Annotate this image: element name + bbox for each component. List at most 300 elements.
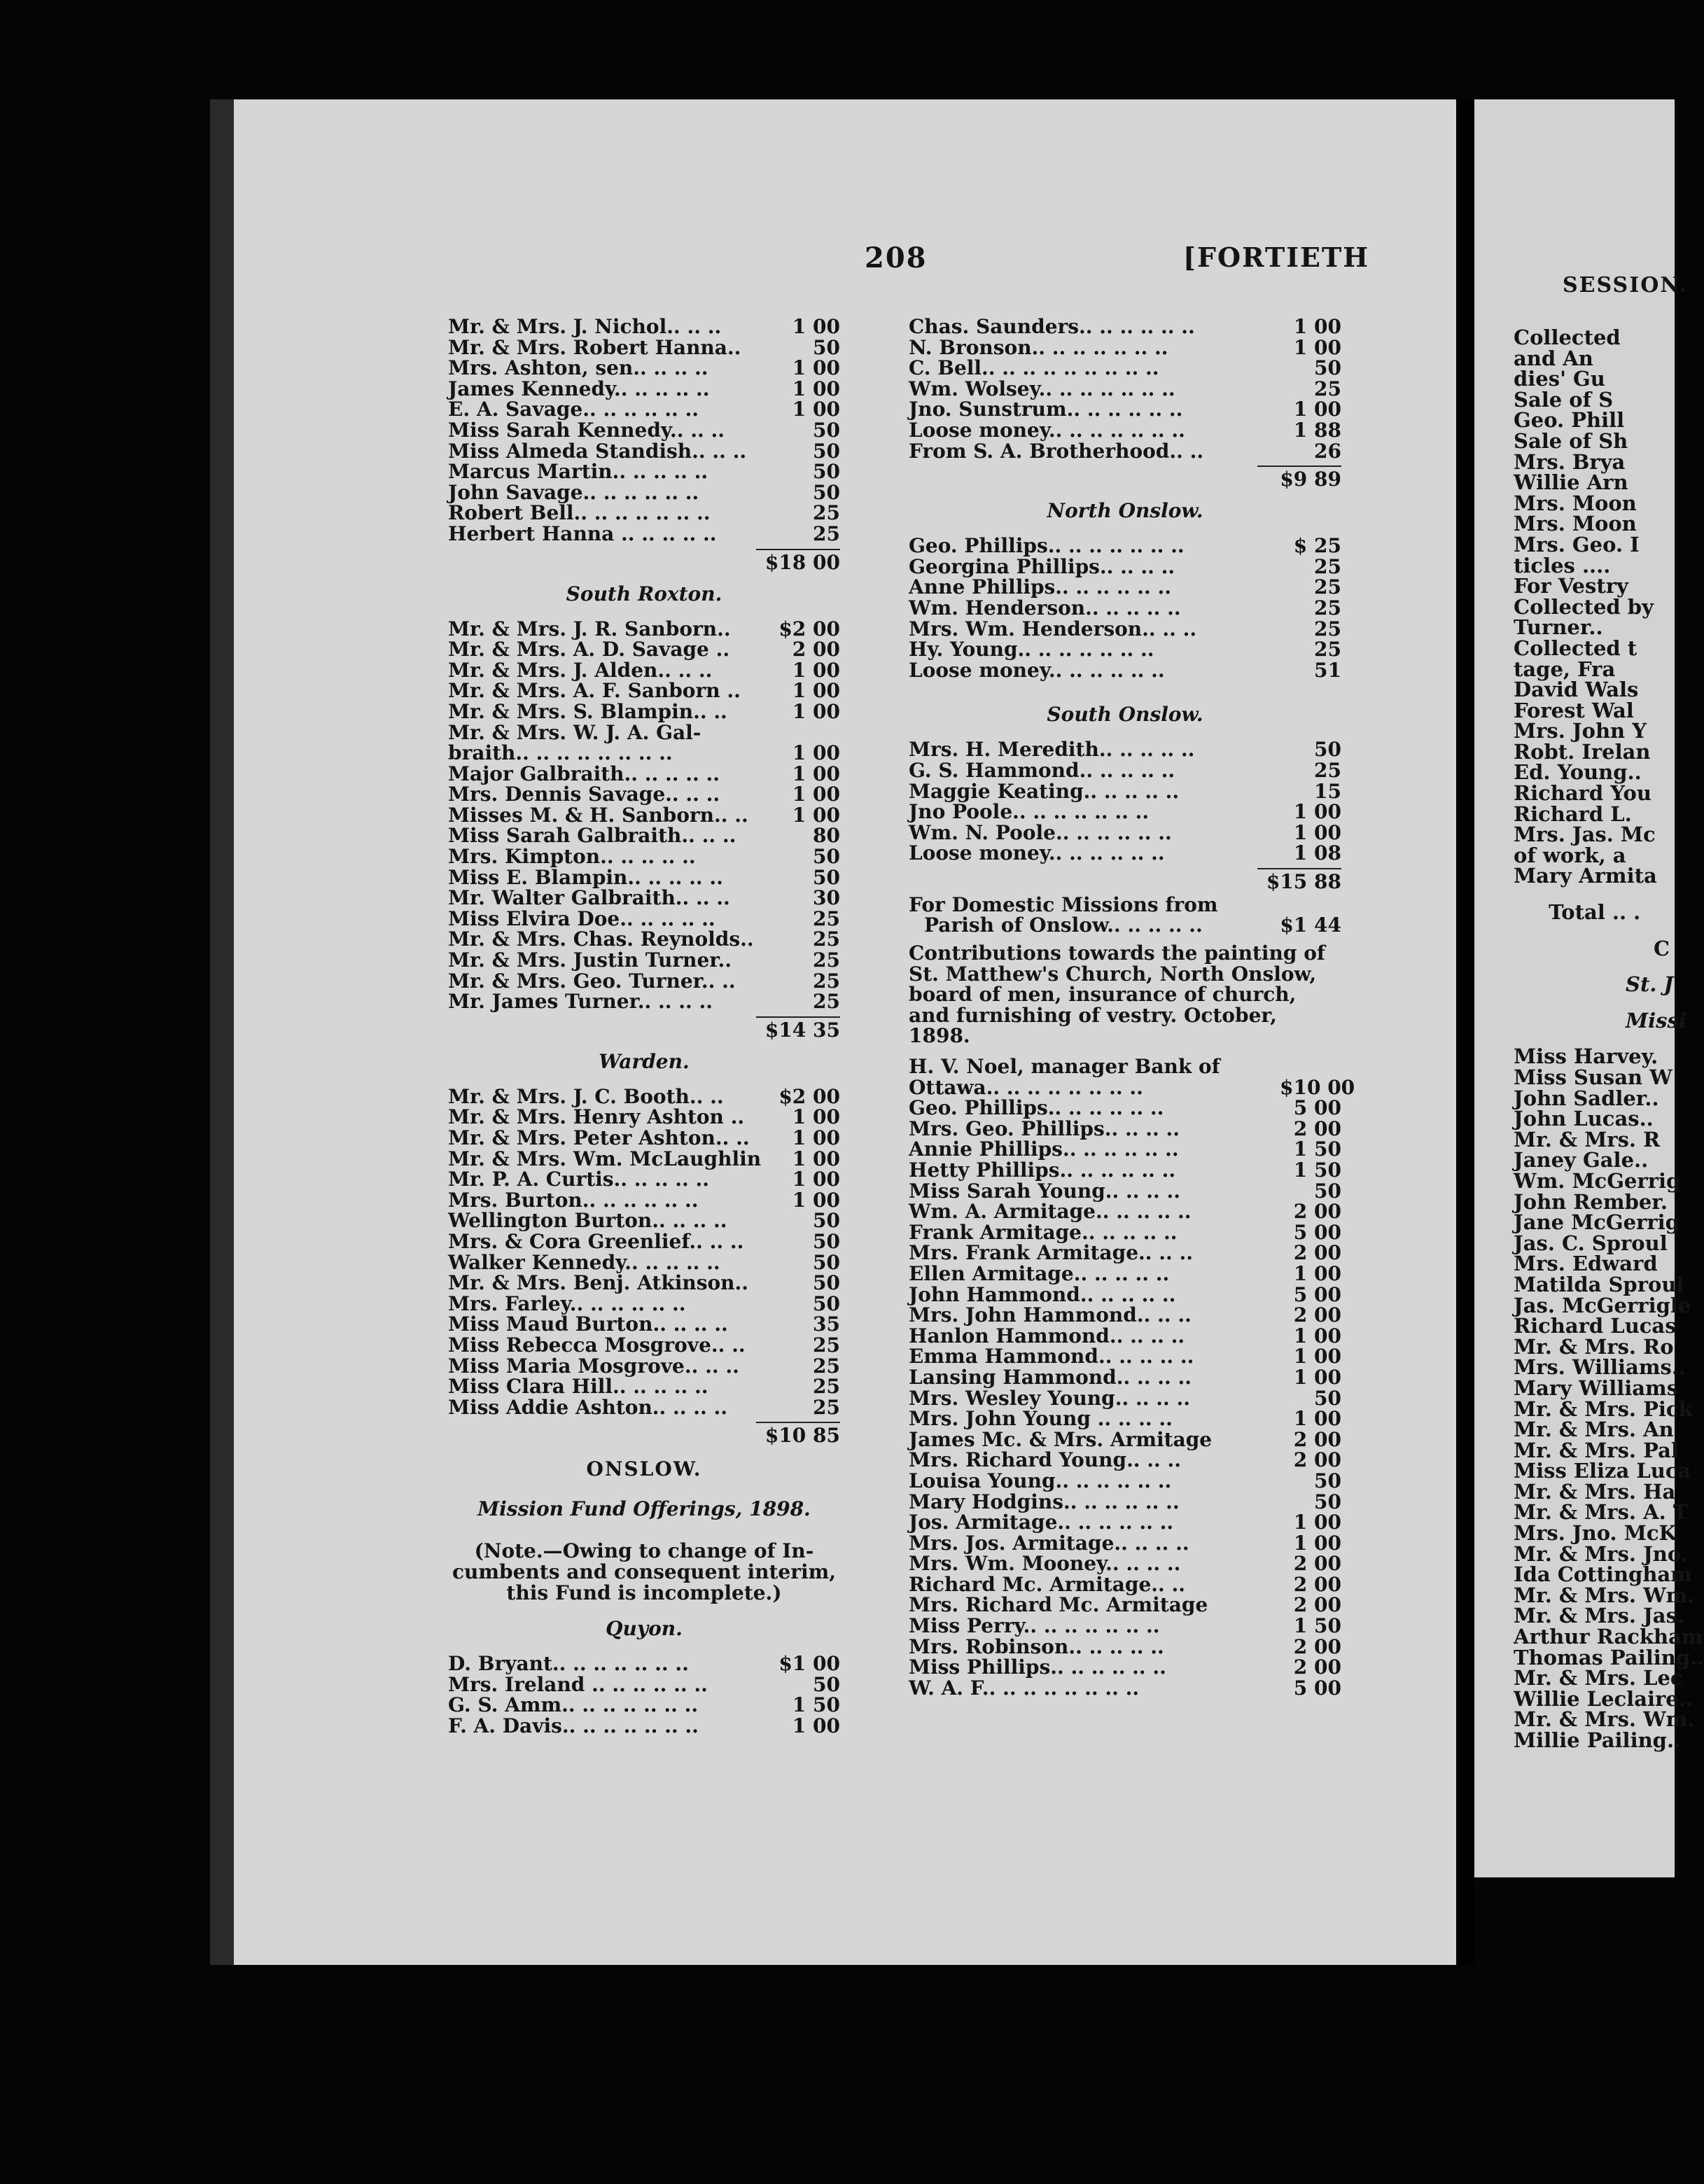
entry-name: Total .. . bbox=[1549, 900, 1641, 925]
entry-name: Miss Harvey. bbox=[1514, 1044, 1658, 1069]
list-item bbox=[909, 739, 1341, 760]
entry-amount: 5 00 bbox=[1293, 1282, 1341, 1306]
entry-amount: 25 bbox=[1314, 554, 1341, 578]
entry-name: C. Bell.. .. .. .. .. .. .. .. .. bbox=[909, 356, 1159, 380]
entry-amount: 25 bbox=[813, 990, 840, 1014]
entry-name: For Domestic Missions from bbox=[909, 892, 1218, 916]
entry-name: Forest Wal bbox=[1514, 698, 1634, 722]
list-item bbox=[909, 843, 1341, 864]
entry-name: Mr. & Mrs. S. Blampin.. .. bbox=[448, 699, 727, 723]
entry-name: tage, Fra bbox=[1514, 657, 1616, 681]
entry-amount: 2 00 bbox=[1293, 1552, 1341, 1576]
section-heading: Warden. bbox=[599, 1049, 690, 1073]
entry-name: Wm. Wolsey.. .. .. .. .. .. .. bbox=[909, 377, 1175, 400]
entry-amount: $ 25 bbox=[1293, 534, 1341, 558]
entry-name: Wm. A. Armitage.. .. .. .. .. bbox=[909, 1200, 1192, 1224]
entry-amount: $1 44 bbox=[1280, 913, 1341, 937]
entry-name: Loose money.. .. .. .. .. .. bbox=[909, 658, 1165, 682]
list-item bbox=[1514, 410, 1675, 431]
list-item bbox=[909, 1678, 1341, 1699]
entry-amount: 1 00 bbox=[1293, 1345, 1341, 1368]
section-heading: North Onslow. bbox=[1047, 499, 1203, 523]
list-item bbox=[1514, 1420, 1675, 1441]
entry-amount: 1 00 bbox=[1293, 1407, 1341, 1431]
entry-amount: 1 50 bbox=[1293, 1138, 1341, 1161]
entry-name: Miss Maud Burton.. .. .. .. bbox=[448, 1312, 728, 1336]
entry-amount: 1 00 bbox=[1293, 1511, 1341, 1534]
list-item bbox=[1514, 1150, 1675, 1171]
list-item bbox=[1514, 449, 1675, 474]
entry-name: Louisa Young.. .. .. .. .. .. bbox=[909, 1469, 1172, 1492]
entry-name: Mrs. Robinson.. .. .. .. .. bbox=[909, 1634, 1164, 1658]
entry-amount: 2 00 bbox=[1293, 1572, 1341, 1596]
entry-name: Jos. Armitage.. .. .. .. .. .. bbox=[909, 1511, 1174, 1534]
entry-name: Mr. & Mrs. J. R. Sanborn.. bbox=[448, 617, 731, 640]
entry-name: Mr. James Turner.. .. .. .. bbox=[448, 990, 713, 1014]
entry-name: Mr. & Mrs. Henry Ashton .. bbox=[448, 1105, 745, 1129]
entry-amount: 1 00 bbox=[792, 1168, 840, 1191]
entry-amount: $2 00 bbox=[778, 1084, 840, 1108]
entry-amount: 1 00 bbox=[792, 1714, 840, 1737]
list-item bbox=[909, 1408, 1341, 1429]
note-line: cumbents and consequent interim, bbox=[452, 1560, 836, 1583]
entry-name: Mrs. Moon bbox=[1514, 512, 1637, 536]
entry-amount: 50 bbox=[813, 480, 840, 504]
entry-amount: 25 bbox=[813, 1354, 840, 1378]
list-item bbox=[1514, 576, 1675, 597]
entry-amount: 26 bbox=[1314, 439, 1341, 463]
list-item bbox=[448, 743, 840, 764]
section-total: $18 00 bbox=[764, 550, 840, 574]
list-item bbox=[909, 1634, 1341, 1658]
entry-amount: 1 00 bbox=[1293, 1324, 1341, 1348]
entry-name: Mrs. Kimpton.. .. .. .. .. bbox=[448, 845, 696, 869]
entry-name: Mrs. Frank Armitage.. .. .. bbox=[909, 1241, 1193, 1265]
list-item bbox=[448, 1716, 840, 1737]
entry-amount: 50 bbox=[813, 1292, 840, 1315]
entry-name: Mrs. Williams.. bbox=[1514, 1355, 1686, 1380]
entry-name: Miss Elvira Doe.. .. .. .. .. bbox=[448, 906, 715, 930]
list-item bbox=[909, 1222, 1341, 1243]
entry-amount: 1 00 bbox=[1293, 1365, 1341, 1389]
entry-name: Mrs. Edward bbox=[1514, 1252, 1658, 1276]
list-item bbox=[448, 784, 840, 805]
list-item bbox=[448, 1169, 840, 1190]
list-item bbox=[1514, 1396, 1693, 1421]
entry-amount: 50 bbox=[1314, 738, 1341, 762]
list-item bbox=[909, 577, 1341, 598]
entry-amount: 50 bbox=[1314, 1386, 1341, 1410]
entry-amount: 50 bbox=[813, 1271, 840, 1295]
contributions-paragraph: Contributions towards the painting of St. Matthew's Church, North Onslow, board of men, insurance of church, and furnishing of vestry. October, 1898. bbox=[909, 941, 1325, 1048]
entry-name: Hetty Phillips.. .. .. .. .. .. bbox=[909, 1158, 1176, 1182]
list-item bbox=[909, 598, 1341, 619]
list-item bbox=[448, 1107, 840, 1128]
entry-name: Miss Almeda Standish.. .. .. bbox=[448, 439, 747, 463]
entry-name: Mr. & Mrs. Justin Turner.. bbox=[448, 948, 732, 972]
entry-amount: 1 00 bbox=[792, 1126, 840, 1149]
entry-amount: 2 00 bbox=[1293, 1116, 1341, 1140]
entry-name: Mr. & Mrs. Chas. Reynolds.. bbox=[448, 927, 754, 951]
entry-name: and An bbox=[1514, 346, 1593, 370]
entry-amount: 1 00 bbox=[792, 741, 840, 765]
list-item bbox=[909, 1242, 1341, 1264]
entry-amount: 51 bbox=[1314, 658, 1341, 682]
entry-name: Herbert Hanna .. .. .. .. .. bbox=[448, 522, 717, 545]
entry-name: John Savage.. .. .. .. .. .. bbox=[448, 480, 699, 504]
list-item bbox=[1514, 1666, 1683, 1690]
entry-name: Jas. McGerrigle bbox=[1514, 1293, 1691, 1317]
entry-name: James Mc. & Mrs. Armitage bbox=[909, 1427, 1213, 1451]
entry-name: Major Galbraith.. .. .. .. .. bbox=[448, 762, 720, 785]
entry-name: John Hammond.. .. .. .. .. bbox=[909, 1282, 1176, 1306]
entry-name: Wellington Burton.. .. .. .. bbox=[448, 1209, 727, 1233]
entry-name: Robt. Irelan bbox=[1514, 739, 1651, 764]
list-item bbox=[1514, 804, 1675, 825]
list-item bbox=[448, 1231, 840, 1252]
entry-amount: 2 00 bbox=[1293, 1593, 1341, 1617]
entry-amount: 2 00 bbox=[1293, 1448, 1341, 1472]
list-item bbox=[1514, 680, 1675, 701]
entry-name: Mr. & Mrs. J. Alden.. .. .. bbox=[448, 658, 713, 682]
entry-name: Mr. & Mrs. R bbox=[1514, 1127, 1661, 1152]
list-item bbox=[448, 1695, 840, 1716]
entry-amount: 15 bbox=[1314, 779, 1341, 803]
entry-amount: 25 bbox=[1314, 596, 1341, 620]
list-item bbox=[909, 379, 1341, 400]
list-item bbox=[448, 846, 840, 867]
entry-name: Miss Maria Mosgrove.. .. .. bbox=[448, 1354, 739, 1378]
list-item bbox=[909, 1367, 1341, 1388]
entry-amount: 1 00 bbox=[1293, 1261, 1341, 1285]
list-item bbox=[1514, 1088, 1675, 1110]
entry-name: Ed. Young.. bbox=[1514, 760, 1642, 785]
entry-amount: 50 bbox=[813, 865, 840, 889]
entry-amount: 1 00 bbox=[792, 398, 840, 421]
entry-name: Mrs. & Cora Greenlief.. .. .. bbox=[448, 1229, 744, 1253]
entry-amount: 25 bbox=[813, 927, 840, 951]
entry-name: Miss E. Blampin.. .. .. .. .. bbox=[448, 865, 723, 889]
right-column bbox=[1514, 326, 1704, 1752]
list-item bbox=[448, 701, 840, 722]
entry-name: N. Bronson.. .. .. .. .. .. .. bbox=[909, 335, 1168, 359]
entry-name: Mrs. Farley.. .. .. .. .. .. bbox=[448, 1292, 686, 1315]
list-item bbox=[909, 556, 1341, 578]
entry-amount: 25 bbox=[1314, 617, 1341, 640]
list-item bbox=[1514, 1523, 1675, 1544]
entry-name: Mr. & Mrs. Ha bbox=[1514, 1479, 1676, 1504]
list-item bbox=[448, 1335, 840, 1356]
entry-amount: 1 00 bbox=[1293, 315, 1341, 338]
entry-name: Richard L. bbox=[1514, 802, 1632, 826]
entry-name: Miss Susan W bbox=[1514, 1065, 1672, 1089]
entry-amount: 1 50 bbox=[1293, 1614, 1341, 1638]
entry-name: Mr. & Mrs. Jno. bbox=[1514, 1541, 1688, 1566]
entry-name: Miss Phillips.. .. .. .. .. .. bbox=[909, 1656, 1166, 1679]
list-item bbox=[909, 660, 1341, 681]
entry-name: Mr. & Mrs. Wm. bbox=[1514, 1583, 1695, 1607]
entry-name: Mrs. Ashton, sen.. .. .. .. bbox=[448, 356, 708, 380]
list-item bbox=[909, 1429, 1341, 1450]
list-item bbox=[448, 1273, 840, 1294]
entry-name: Mrs. H. Meredith.. .. .. .. .. bbox=[909, 738, 1195, 762]
entry-amount: 50 bbox=[813, 460, 840, 484]
entry-name: Chas. Saunders.. .. .. .. .. .. bbox=[909, 315, 1195, 338]
entry-name: Mr. & Mrs. Peter Ashton.. .. bbox=[448, 1126, 750, 1149]
list-item bbox=[909, 1139, 1341, 1160]
list-item bbox=[909, 1450, 1341, 1471]
list-item bbox=[1514, 1065, 1675, 1089]
entry-name: Mrs. Jas. Mc bbox=[1514, 822, 1656, 847]
entry-name: Richard Lucas bbox=[1514, 1314, 1677, 1338]
entry-amount: 25 bbox=[1314, 575, 1341, 599]
note-line: this Fund is incomplete.) bbox=[506, 1581, 782, 1604]
list-item bbox=[1514, 1334, 1675, 1359]
entry-name: Mr. & Mrs. A. F. Sanborn .. bbox=[448, 679, 741, 703]
entry-amount: 1 00 bbox=[1293, 800, 1341, 824]
entry-amount: 1 00 bbox=[792, 803, 840, 827]
entry-amount: 50 bbox=[1314, 1490, 1341, 1513]
list-item bbox=[909, 1512, 1341, 1533]
list-item bbox=[448, 764, 840, 785]
list-item bbox=[1514, 843, 1675, 867]
entry-name: Miss Sarah Young.. .. .. .. bbox=[909, 1179, 1181, 1203]
list-item bbox=[448, 1294, 840, 1315]
list-item bbox=[1514, 1604, 1685, 1628]
list-item bbox=[1514, 1500, 1689, 1525]
entry-amount: 50 bbox=[813, 439, 840, 463]
entry-amount: 2 00 bbox=[1293, 1303, 1341, 1327]
list-item bbox=[909, 420, 1341, 441]
entry-amount: 1 00 bbox=[792, 783, 840, 806]
list-item bbox=[448, 503, 840, 524]
entry-name: Geo. Phillips.. .. .. .. .. .. .. bbox=[909, 534, 1185, 558]
entry-amount: 2 00 bbox=[1293, 1656, 1341, 1679]
entry-name: Hy. Young.. .. .. .. .. .. .. bbox=[909, 638, 1154, 662]
entry-amount: 25 bbox=[813, 522, 840, 545]
entry-name: Frank Armitage.. .. .. .. .. bbox=[909, 1220, 1178, 1244]
entry-name: Mr. & Mrs. Wm. bbox=[1514, 1707, 1695, 1732]
list-item bbox=[448, 1376, 840, 1397]
entry-name: Anne Phillips.. .. .. .. .. .. bbox=[909, 575, 1172, 599]
list-item bbox=[1514, 1459, 1691, 1483]
entry-name: From S. A. Brotherhood.. .. bbox=[909, 439, 1204, 463]
entry-name: Mrs. Burton.. .. .. .. .. .. bbox=[448, 1188, 699, 1212]
list-item bbox=[909, 1388, 1341, 1409]
entry-name: Mary Hodgins.. .. .. .. .. .. bbox=[909, 1490, 1180, 1513]
entry-name: Sale of Sh bbox=[1514, 428, 1628, 453]
entry-name: Jas. C. Sproul bbox=[1514, 1231, 1668, 1255]
entry-name: Collected t bbox=[1514, 636, 1637, 660]
entry-amount: 1 50 bbox=[1293, 1158, 1341, 1182]
list-item bbox=[1514, 532, 1675, 556]
entry-amount: 25 bbox=[813, 969, 840, 993]
entry-name: Jno. Sunstrum.. .. .. .. .. .. bbox=[909, 398, 1183, 421]
entry-amount: 25 bbox=[813, 948, 840, 972]
entry-amount: 2 00 bbox=[792, 638, 840, 662]
list-item bbox=[1514, 659, 1675, 680]
list-item bbox=[1514, 1316, 1675, 1337]
list-item bbox=[909, 1533, 1341, 1554]
entry-amount: 1 00 bbox=[792, 377, 840, 400]
entry-amount: 25 bbox=[813, 1333, 840, 1357]
list-item bbox=[448, 1653, 840, 1674]
entry-amount: 50 bbox=[1314, 1179, 1341, 1203]
entry-name: Mrs. Ireland .. .. .. .. .. .. bbox=[448, 1672, 708, 1696]
entry-name: Loose money.. .. .. .. .. .. .. bbox=[909, 418, 1185, 442]
entry-name: Georgina Phillips.. .. .. .. bbox=[909, 554, 1175, 578]
entry-name: Hanlon Hammond.. .. .. .. bbox=[909, 1324, 1185, 1348]
entry-amount: 2 00 bbox=[1293, 1200, 1341, 1224]
list-item bbox=[909, 639, 1341, 660]
list-item bbox=[909, 441, 1341, 462]
list-item bbox=[1514, 594, 1675, 619]
entry-name: F. A. Davis.. .. .. .. .. .. .. bbox=[448, 1714, 699, 1737]
entry-name: Mrs. Wesley Young.. .. .. .. bbox=[909, 1386, 1190, 1410]
entry-name: Miss Perry.. .. .. .. .. .. .. bbox=[909, 1614, 1160, 1638]
entry-name: Mary Williams bbox=[1514, 1376, 1679, 1400]
entry-amount: 50 bbox=[1314, 1469, 1341, 1492]
entry-name: Thomas Pailing.. bbox=[1514, 1645, 1704, 1670]
spacer bbox=[1514, 923, 1675, 939]
list-item bbox=[448, 1674, 840, 1695]
section-total: $9 89 bbox=[1280, 468, 1341, 491]
list-item bbox=[909, 1284, 1341, 1306]
entry-amount: 1 00 bbox=[792, 1147, 840, 1170]
entry-amount: $10 00 bbox=[1280, 1075, 1355, 1099]
entry-name: Mr. & Mrs. W. J. A. Gal- bbox=[448, 720, 701, 744]
entry-name: Millie Pailing.. bbox=[1514, 1728, 1682, 1752]
entry-name: Mrs. Dennis Savage.. .. .. bbox=[448, 783, 720, 806]
list-item bbox=[448, 1314, 840, 1335]
entry-amount: 5 00 bbox=[1293, 1220, 1341, 1244]
entry-name: Collected by bbox=[1514, 594, 1654, 619]
entry-name: John Lucas.. bbox=[1514, 1107, 1654, 1131]
list-item bbox=[909, 1181, 1341, 1202]
entry-name: Mr. & Mrs. J. C. Booth.. .. bbox=[448, 1084, 724, 1108]
entry-amount: 50 bbox=[813, 845, 840, 869]
list-item bbox=[909, 1574, 1341, 1595]
entry-amount: 25 bbox=[813, 1395, 840, 1419]
entry-name: Mrs. John Young .. .. .. .. bbox=[909, 1407, 1173, 1431]
spacer bbox=[909, 680, 1341, 696]
list-item bbox=[448, 524, 840, 545]
entry-name: Mrs. Wm. Mooney.. .. .. .. bbox=[909, 1552, 1181, 1576]
section-total: $14 35 bbox=[764, 1018, 840, 1042]
entry-amount: 35 bbox=[813, 1312, 840, 1336]
list-item bbox=[1514, 936, 1675, 960]
list-item bbox=[909, 1261, 1341, 1285]
list-item bbox=[1514, 1127, 1675, 1152]
entry-name: John Rember. bbox=[1514, 1189, 1668, 1214]
entry-name: Robert Bell.. .. .. .. .. .. .. bbox=[448, 501, 711, 525]
entry-name: Annie Phillips.. .. .. .. .. .. bbox=[909, 1138, 1179, 1161]
entry-name: Miss Sarah Galbraith.. .. .. bbox=[448, 824, 736, 848]
list-item bbox=[909, 781, 1341, 802]
entry-name: Miss Addie Ashton.. .. .. .. bbox=[448, 1395, 728, 1419]
entry-name: Geo. Phillips.. .. .. .. .. .. bbox=[909, 1096, 1164, 1120]
list-item bbox=[448, 888, 840, 909]
list-item bbox=[909, 1346, 1341, 1367]
entry-amount: 50 bbox=[813, 418, 840, 442]
list-item bbox=[1514, 762, 1675, 783]
list-item bbox=[909, 1553, 1341, 1574]
entry-amount: 50 bbox=[813, 335, 840, 359]
entry-amount: 80 bbox=[813, 824, 840, 848]
list-item bbox=[909, 1595, 1341, 1616]
entry-name: Mr. & Mrs. An bbox=[1514, 1418, 1674, 1442]
entry-name: Marcus Martin.. .. .. .. .. bbox=[448, 460, 708, 484]
entry-name: Mrs. Brya bbox=[1514, 449, 1626, 474]
entry-name: Richard Mc. Armitage.. .. bbox=[909, 1572, 1186, 1596]
list-item bbox=[448, 461, 840, 482]
list-item bbox=[1514, 822, 1675, 847]
entry-name: James Kennedy.. .. .. .. .. bbox=[448, 377, 710, 400]
entry-name: Mrs. Geo. I bbox=[1514, 532, 1640, 556]
list-item bbox=[1514, 1046, 1675, 1068]
list-item bbox=[909, 1326, 1341, 1347]
list-item bbox=[909, 1098, 1341, 1119]
list-item bbox=[1514, 1210, 1679, 1235]
list-item bbox=[1514, 1438, 1679, 1462]
entry-name: Mrs. Geo. Phillips.. .. .. .. bbox=[909, 1116, 1180, 1140]
entry-name: Mrs. John Hammond.. .. .. bbox=[909, 1303, 1192, 1327]
running-head: [FORTIETH bbox=[1183, 241, 1370, 273]
entry-name: Maggie Keating.. .. .. .. .. bbox=[909, 779, 1180, 803]
list-item bbox=[448, 1210, 840, 1231]
list-item bbox=[909, 536, 1341, 556]
entry-name: Emma Hammond.. .. .. .. .. bbox=[909, 1345, 1194, 1368]
list-item bbox=[1514, 1189, 1675, 1214]
entry-name: St. J bbox=[1626, 972, 1674, 997]
entry-name: Arthur Rackham bbox=[1514, 1625, 1703, 1649]
section-heading: South Onslow. bbox=[1047, 703, 1203, 727]
list-item bbox=[1514, 1254, 1675, 1275]
section-heading: Mission Fund Offerings, 1898. bbox=[477, 1497, 811, 1521]
list-item bbox=[448, 619, 840, 640]
list-item bbox=[1514, 1707, 1695, 1732]
entry-name: G. S. Hammond.. .. .. .. .. bbox=[909, 758, 1175, 782]
entry-name: Willie Leclaire.. bbox=[1514, 1686, 1693, 1711]
list-item bbox=[909, 316, 1341, 337]
entry-name: Miss Rebecca Mosgrove.. .. bbox=[448, 1333, 746, 1357]
entry-name: John Sadler.. bbox=[1514, 1086, 1659, 1110]
list-item bbox=[448, 337, 840, 358]
list-item bbox=[1514, 1479, 1676, 1504]
list-item bbox=[909, 1305, 1341, 1326]
entry-amount: 2 00 bbox=[1293, 1634, 1341, 1658]
entry-name: Mr. P. A. Curtis.. .. .. .. .. bbox=[448, 1168, 710, 1191]
list-item bbox=[1514, 783, 1675, 804]
entry-name: Mr. & Mrs. Geo. Turner.. .. bbox=[448, 969, 736, 993]
entry-name: G. S. Amm.. .. .. .. .. .. .. bbox=[448, 1693, 699, 1717]
entry-amount: 50 bbox=[813, 1250, 840, 1274]
list-item bbox=[909, 892, 1341, 916]
section-total: $15 88 bbox=[1266, 869, 1341, 893]
list-item bbox=[1514, 346, 1675, 370]
list-item bbox=[1514, 638, 1675, 659]
entry-name: Mr. & Mrs. A. D. Savage .. bbox=[448, 638, 730, 662]
list-item bbox=[1514, 493, 1675, 514]
entry-name: Mrs. Richard Young.. .. .. bbox=[909, 1448, 1182, 1472]
list-item bbox=[448, 867, 840, 888]
entry-name: Jno Poole.. .. .. .. .. .. .. bbox=[909, 800, 1150, 824]
entry-amount: 1 00 bbox=[1293, 1531, 1341, 1555]
entry-name: Mrs. Moon bbox=[1514, 491, 1637, 515]
entry-amount: 50 bbox=[813, 1229, 840, 1253]
entry-name: Lansing Hammond.. .. .. .. bbox=[909, 1365, 1192, 1389]
entry-amount: 1 00 bbox=[1293, 398, 1341, 421]
